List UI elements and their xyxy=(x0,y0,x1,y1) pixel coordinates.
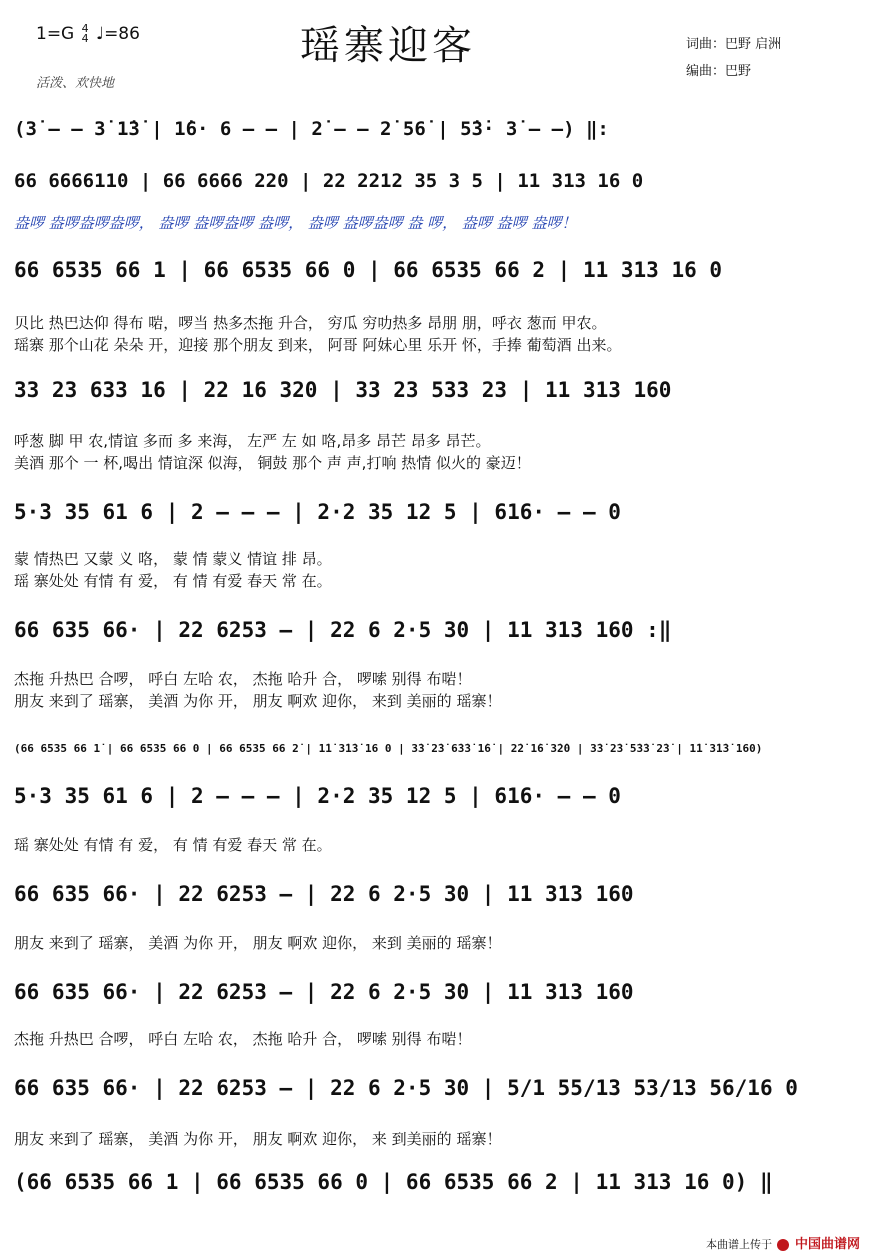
footer-credit xyxy=(706,1233,860,1252)
lyric-line-2: 瑶 寨处处 有情 有 爱， 有 情 有爱 春天 常 在。 xyxy=(14,572,332,590)
site-name[interactable]: 中国曲谱网 xyxy=(794,1237,860,1252)
score-system-9 xyxy=(0,882,876,962)
notation-line: 33 23 633 16 | 22 16 320 | 33 23 533 23 | 11 313 160 xyxy=(14,378,672,402)
score-system-5 xyxy=(0,500,876,600)
key-tempo xyxy=(36,24,140,44)
notation-line: (66 6535 66 1̇ | 66 6535 66 0 | 66 6535 66 2̇ | 1̇1̇ 3̇1̇3̇ 16 0 | 3̇3̇ 2̇3̇ 6̇3̇3̇ 1̇6̇ | 2̇2̇ 1̇6̇ 3̇2̇0 | 3̇3̇ 2̇3̇ 5̇3̇3̇ 2̇3̇ | 1̇1̇ 3̇1̇3̇ 160) xyxy=(14,742,763,755)
notation-line: 66 6666110 | 66 6666 220 | 22 2212 35 3 5 | 11 313 16 0 xyxy=(14,170,644,192)
lyric-line-1: 蒙 情热巴 又蒙 义 咯， 蒙 情 蒙义 情谊 排 昂。 xyxy=(14,550,332,568)
notation-line: 66 6535 66 1 | 66 6535 66 0 | 66 6535 66 2 | 11 313 16 0 xyxy=(14,258,723,282)
time-signature xyxy=(82,24,89,44)
key-signature: 1=G xyxy=(36,24,75,44)
score-system-3 xyxy=(0,258,876,358)
score-system-12 xyxy=(0,1170,876,1210)
expression-marking: 活泼、欢快地 xyxy=(36,76,115,91)
lyric-line-2: 朋友 来到了 瑶寨， 美酒 为你 开， 朋友 啊欢 迎你， 来到 美丽的 瑶寨！ xyxy=(14,692,502,710)
lyric-line-2: 瑶寨 那个山花 朵朵 开，迎接 那个朋友 到来， 阿哥 阿妹心里 乐开 怀，手捧 葡萄酒 出来。 xyxy=(14,336,622,354)
site-logo-icon xyxy=(777,1239,789,1251)
lyric-line-2: 美酒 那个 一 杯,喝出 情谊深 似海， 铜鼓 那个 声 声,打响 热情 似火的 豪迈！ xyxy=(14,454,531,472)
notation-line: 66 635 66· | 22 6253 – | 22 6 2·5 30 | 11 313 160 :‖ xyxy=(14,618,672,642)
time-denominator: 4 xyxy=(81,32,89,45)
notation-line: 66 635 66· | 22 6253 – | 22 6 2·5 30 | 5/1 55/13 53/13 56/16 0 xyxy=(14,1076,798,1100)
lyric-line-1: 杰拖 升热巴 合啰， 呼白 左哈 农， 杰拖 哈升 合， 啰嗦 别得 布啱！ xyxy=(14,670,472,688)
lyric-line-1: 杰拖 升热巴 合啰， 呼白 左哈 农， 杰拖 哈升 合， 啰嗦 别得 布啱！ xyxy=(14,1030,472,1048)
lyric-line-1: 瑶 寨处处 有情 有 爱， 有 情 有爱 春天 常 在。 xyxy=(14,836,332,854)
song-title: 瑶寨迎客 xyxy=(300,23,476,69)
notation-line: 5·3 35 61 6 | 2 – – – | 2·2 35 12 5 | 616· – – 0 xyxy=(14,500,621,524)
lyric-line-1: 朋友 来到了 瑶寨， 美酒 为你 开， 朋友 啊欢 迎你， 来 到美丽的 瑶寨！ xyxy=(14,1130,502,1148)
score-system-10 xyxy=(0,980,876,1060)
lyric-line-1: 呼葱 脚 甲 农,情谊 多而 多 来海， 左严 左 如 咯,昂多 昂芒 昂多 昂芒。 xyxy=(14,432,491,450)
lyric-line-1: 盎啰 盎啰盎啰盎啰， 盎啰 盎啰盎啰 盎啰， 盎啰 盎啰盎啰 盎 啰， 盎啰 盎啰 盎啰！ xyxy=(14,214,577,232)
notation-line: (66 6535 66 1 | 66 6535 66 0 | 66 6535 66 2 | 11 313 16 0) ‖ xyxy=(14,1170,773,1194)
lyric-line-1: 朋友 来到了 瑶寨， 美酒 为你 开， 朋友 啊欢 迎你， 来到 美丽的 瑶寨！ xyxy=(14,934,502,952)
score-system-1 xyxy=(0,108,876,156)
score-system-4 xyxy=(0,378,876,478)
time-numerator: 4 xyxy=(81,22,89,35)
arranger: 编曲：巴野 xyxy=(686,64,752,79)
score-system-7-interlude xyxy=(0,738,876,768)
lyricist-composer: 词曲：巴野 启洲 xyxy=(686,37,782,52)
tempo-marking: ♩=86 xyxy=(96,24,140,44)
score-system-11 xyxy=(0,1076,876,1156)
score-system-6 xyxy=(0,618,876,718)
notation-line: 66 635 66· | 22 6253 – | 22 6 2·5 30 | 11 313 160 xyxy=(14,882,634,906)
notation-line: (3̇ – – 3̇ 1̇3̇ | 1̇6· 6 – – | 2̇ – – 2̇ 56̇ | 5̇3̇· 3̇ – –) ‖: xyxy=(14,118,609,140)
score-system-8 xyxy=(0,784,876,864)
notation-line: 66 635 66· | 22 6253 – | 22 6 2·5 30 | 11 313 160 xyxy=(14,980,634,1004)
notation-line: 5·3 35 61 6 | 2 – – – | 2·2 35 12 5 | 616· – – 0 xyxy=(14,784,621,808)
lyric-line-1: 贝比 热巴达仰 得布 啱，啰当 热多杰拖 升合， 穷瓜 穷叻热多 昂朋 朋，呼衣 葱而 甲农。 xyxy=(14,314,607,332)
upload-text: 本曲谱上传于 xyxy=(705,1238,772,1251)
score-system-2 xyxy=(0,170,876,240)
